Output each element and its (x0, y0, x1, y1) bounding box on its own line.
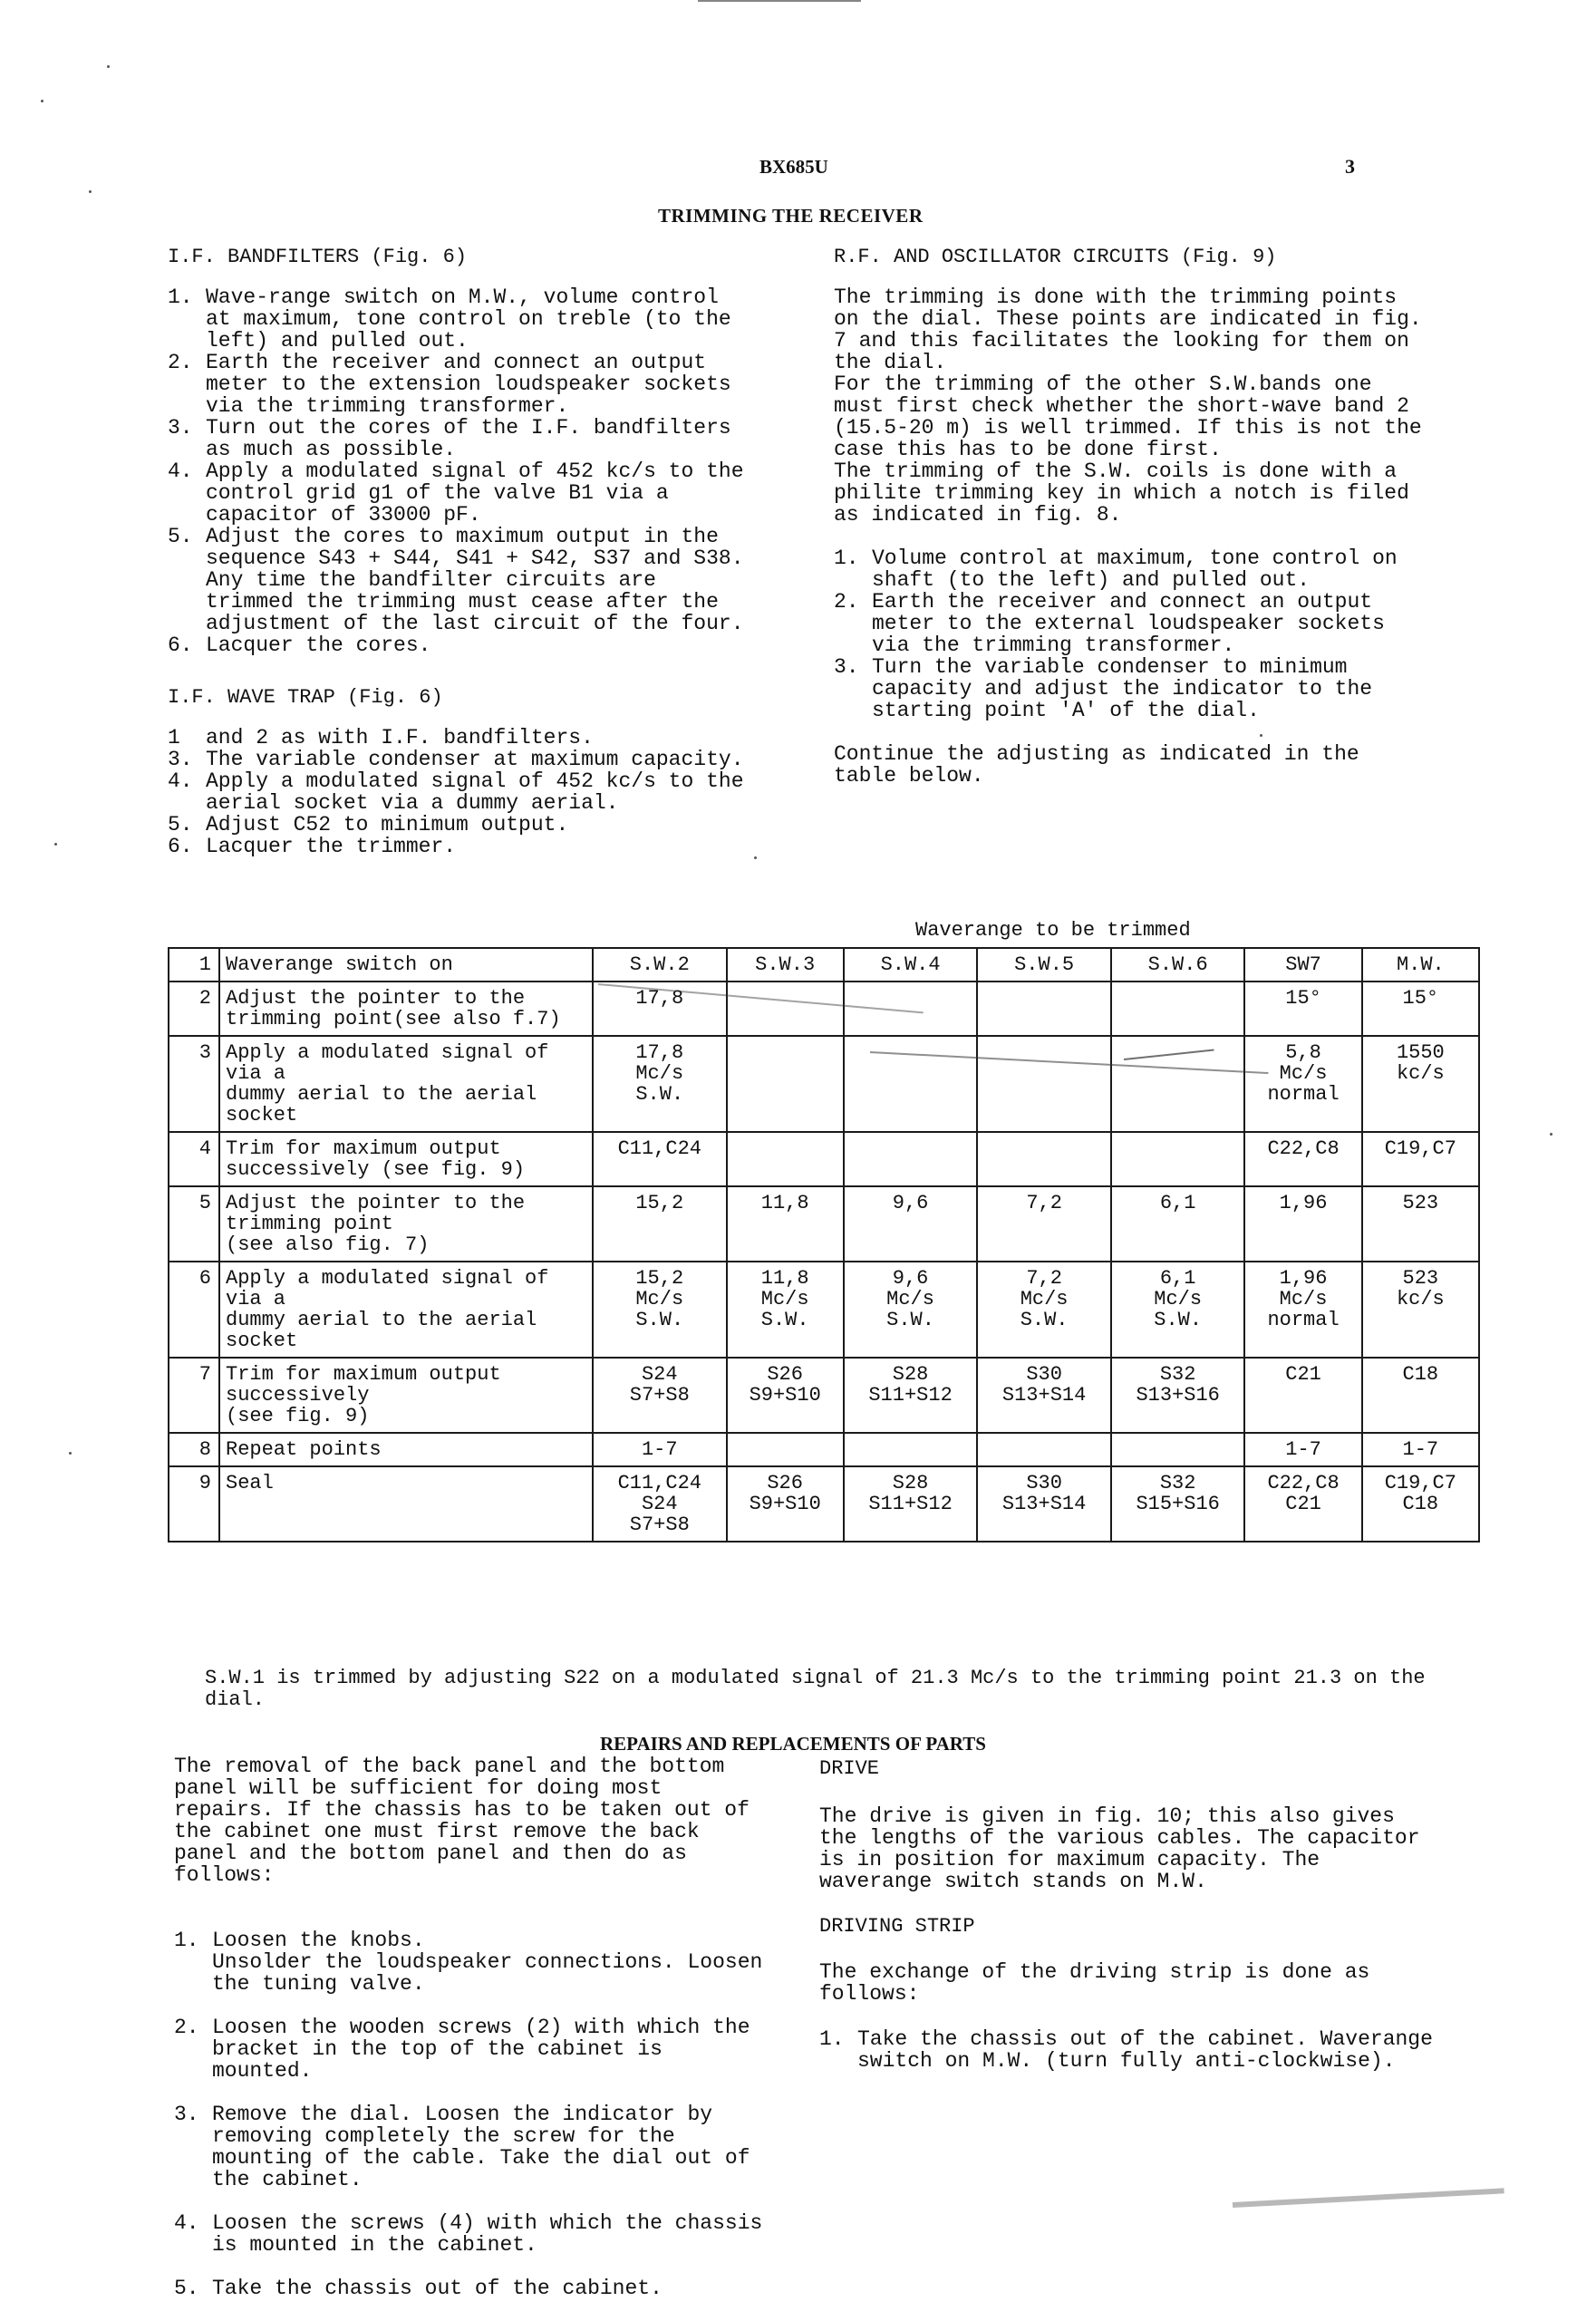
table-cell: 15,2 Mc/s S.W. (593, 1262, 727, 1358)
if-wavetrap-section (168, 687, 748, 857)
list-item: 3. Remove the dial. Loosen the indicator by removing completely the screw for the mounting of the cable. Take the dial out of the cabinet. (174, 2103, 750, 2191)
table-cell: 1,96 (1244, 1186, 1361, 1262)
list-item: 5. Adjust C52 to minimum output. (168, 813, 569, 837)
repairs-steps (174, 1908, 772, 2321)
table-cell (727, 1433, 844, 1466)
table-row (169, 1262, 1479, 1358)
scan-speck (54, 843, 57, 846)
list-item: 1. Wave-range switch on M.W., volume control at maximum, tone control on treble (to the left) and pulled out. (168, 285, 731, 353)
table-cell: S.W.4 (844, 948, 978, 982)
row-number: 2 (169, 982, 219, 1036)
rf-osc-continue: Continue the adjusting as indicated in the table below. (834, 742, 1359, 788)
list-item: 4. Apply a modulated signal of 452 kc/s to the control grid g1 of the valve B1 via a capacitor of 33000 pF. (168, 459, 744, 527)
table-cell: SW7 (1244, 948, 1361, 982)
table-cell: S32 S15+S16 (1111, 1466, 1245, 1542)
table-cell: C21 (1244, 1358, 1361, 1433)
drive-heading: DRIVE (819, 1757, 880, 1780)
driving-strip-text: The exchange of the driving strip is done as follows: (819, 1960, 1370, 2006)
row-action: Trim for maximum output successively (see fig. 9) (219, 1132, 593, 1186)
table-cell (844, 1132, 978, 1186)
driving-strip-heading: DRIVING STRIP (819, 1915, 975, 1938)
table-cell (727, 1132, 844, 1186)
table-cell: C19,C7 C18 (1362, 1466, 1479, 1542)
row-action: Apply a modulated signal of via a dummy aerial to the aerial socket (219, 1262, 593, 1358)
table-cell: 17,8 (593, 982, 727, 1036)
if-bandfilters-steps (168, 286, 748, 656)
row-number: 9 (169, 1466, 219, 1542)
table-cell (1111, 982, 1245, 1036)
drive-text: The drive is given in fig. 10; this also gives the lengths of the various cables. The capacitor is in position for maximum capacity. The waverange switch stands on M.W. (819, 1804, 1420, 1893)
if-bandfilters-section (168, 247, 748, 656)
table-cell: S.W.3 (727, 948, 844, 982)
table-cell: 7,2 (977, 1186, 1111, 1262)
table-cell: S28 S11+S12 (844, 1466, 978, 1542)
rf-osc-section (834, 247, 1432, 787)
list-item: 1. Loosen the knobs. Unsolder the loudspeaker connections. Loosen the tuning valve. (174, 1929, 763, 1996)
repairs-intro: The removal of the back panel and the bottom panel will be sufficient for doing most repairs. If the chassis has to be taken out of the cabinet one must first remove the back panel and the bottom panel and then do as follows: (174, 1755, 750, 1887)
list-item: 2. Earth the receiver and connect an output meter to the extension loudspeaker sockets via the trimming transformer. (168, 351, 731, 418)
table-cell (1111, 1132, 1245, 1186)
table-row (169, 1358, 1479, 1433)
table-cell: S.W.6 (1111, 948, 1245, 982)
list-item: 1 and 2 as with I.F. bandfilters. (168, 726, 594, 749)
table-cell: 1-7 (1362, 1433, 1479, 1466)
table-cell: 1550 kc/s (1362, 1036, 1479, 1132)
list-item: 6. Lacquer the trimmer. (168, 835, 457, 858)
scan-speck (41, 100, 44, 102)
table-cell: M.W. (1362, 948, 1479, 982)
row-number: 7 (169, 1358, 219, 1433)
scan-speck (69, 1452, 72, 1455)
model-number: BX685U (759, 156, 828, 178)
table-cell: C11,C24 (593, 1132, 727, 1186)
list-item: 5. Adjust the cores to maximum output in the sequence S43 + S44, S41 + S42, S37 and S38. Any time the bandfilter circuits are trimmed the trimming must cease after the adjustment of the last circuit of the four. (168, 525, 744, 635)
row-action: Apply a modulated signal of via a dummy aerial to the aerial socket (219, 1036, 593, 1132)
if-wavetrap-heading: I.F. WAVE TRAP (Fig. 6) (168, 686, 443, 709)
table-cell: S30 S13+S14 (977, 1466, 1111, 1542)
row-action: Waverange switch on (219, 948, 593, 982)
table-cell: 11,8 Mc/s S.W. (727, 1262, 844, 1358)
table-cell: 7,2 Mc/s S.W. (977, 1262, 1111, 1358)
table-cell (977, 1433, 1111, 1466)
driving-strip-steps (819, 2028, 1436, 2072)
scan-artifact (698, 0, 861, 2)
row-action: Seal (219, 1466, 593, 1542)
table-cell (977, 1132, 1111, 1186)
table-cell: S24 S7+S8 (593, 1358, 727, 1433)
table-cell (727, 1036, 844, 1132)
table-cell: C18 (1362, 1358, 1479, 1433)
table-cell: 1-7 (1244, 1433, 1361, 1466)
row-action: Trim for maximum output successively (see fig. 9) (219, 1358, 593, 1433)
table-cell: 1-7 (593, 1433, 727, 1466)
table-cell: 6,1 (1111, 1186, 1245, 1262)
table-cell: S26 S9+S10 (727, 1358, 844, 1433)
page-title: TRIMMING THE RECEIVER (658, 205, 924, 227)
table-row (169, 1433, 1479, 1466)
table-row (169, 1132, 1479, 1186)
list-item: 3. The variable condenser at maximum capacity. (168, 748, 744, 771)
table-row (169, 982, 1479, 1036)
list-item: 6. Lacquer the cores. (168, 633, 431, 657)
table-cell: 9,6 Mc/s S.W. (844, 1262, 978, 1358)
table-cell (844, 1036, 978, 1132)
table-cell: S28 S11+S12 (844, 1358, 978, 1433)
table-cell: 9,6 (844, 1186, 978, 1262)
trimming-table (168, 947, 1480, 1542)
list-item: 3. Turn out the cores of the I.F. bandfilters as much as possible. (168, 416, 731, 461)
repairs-left (174, 1755, 772, 2321)
rf-osc-intro-1: The trimming is done with the trimming points on the dial. These points are indicated in fig. 7 and this facilitates the looking for them on the dial. (834, 285, 1422, 374)
table-cell: 17,8 Mc/s S.W. (593, 1036, 727, 1132)
row-action: Repeat points (219, 1433, 593, 1466)
scan-speck (89, 190, 92, 193)
sw1-note: S.W.1 is trimmed by adjusting S22 on a modulated signal of 21.3 Mc/s to the trimming point 21.3 on the dial. (205, 1667, 1426, 1711)
table-row (169, 948, 1479, 982)
list-item: 1. Volume control at maximum, tone control on shaft (to the left) and pulled out. (834, 546, 1398, 592)
table-cell: S.W.2 (593, 948, 727, 982)
table-cell (977, 1036, 1111, 1132)
table-cell: 15° (1244, 982, 1361, 1036)
row-action: Adjust the pointer to the trimming point(see also f.7) (219, 982, 593, 1036)
table-cell: 523 kc/s (1362, 1262, 1479, 1358)
list-item: 2. Earth the receiver and connect an output meter to the external loudspeaker sockets via the trimming transformer. (834, 590, 1385, 657)
table-cell: C22,C8 (1244, 1132, 1361, 1186)
scan-speck (1260, 734, 1262, 737)
list-item: 4. Loosen the screws (4) with which the chassis is mounted in the cabinet. (174, 2211, 763, 2257)
page-number: 3 (1345, 155, 1355, 178)
table-cell (977, 982, 1111, 1036)
list-item: 5. Take the chassis out of the cabinet. (174, 2277, 663, 2300)
table-cell: 523 (1362, 1186, 1479, 1262)
table-cell: C11,C24 S24 S7+S8 (593, 1466, 727, 1542)
rf-osc-intro-2: For the trimming of the other S.W.bands one must first check whether the short-wave band 2 (15.5-20 m) is well trimmed. If this is not the case this has to be done first. (834, 372, 1422, 461)
table-cell: 6,1 Mc/s S.W. (1111, 1262, 1245, 1358)
scan-speck (1550, 1133, 1552, 1136)
table-cell: 5,8 Mc/s normal (1244, 1036, 1361, 1132)
row-action: Adjust the pointer to the trimming point (see also fig. 7) (219, 1186, 593, 1262)
table-cell: 15° (1362, 982, 1479, 1036)
scan-artifact (1233, 2188, 1504, 2208)
list-item: 3. Turn the variable condenser to minimum capacity and adjust the indicator to the starting point 'A' of the dial. (834, 655, 1373, 722)
table-cell (727, 982, 844, 1036)
row-number: 3 (169, 1036, 219, 1132)
list-item: 4. Apply a modulated signal of 452 kc/s to the aerial socket via a dummy aerial. (168, 769, 744, 815)
rf-osc-intro-3: The trimming of the S.W. coils is done with a philite trimming key in which a notch is filed as indicated in fig. 8. (834, 459, 1409, 527)
rf-osc-heading: R.F. AND OSCILLATOR CIRCUITS (Fig. 9) (834, 246, 1277, 268)
if-wavetrap-steps (168, 727, 748, 857)
row-number: 8 (169, 1433, 219, 1466)
list-item: 1. Take the chassis out of the cabinet. Waverange switch on M.W. (turn fully anti-clockwise). (819, 2027, 1433, 2073)
row-number: 5 (169, 1186, 219, 1262)
table-row (169, 1036, 1479, 1132)
table-cell: 11,8 (727, 1186, 844, 1262)
table-cell (844, 1433, 978, 1466)
table-cell (1111, 1433, 1245, 1466)
table-cell (1111, 1036, 1245, 1132)
if-bandfilters-heading: I.F. BANDFILTERS (Fig. 6) (168, 246, 468, 268)
scan-speck (754, 856, 757, 859)
table-cell (844, 982, 978, 1036)
repairs-title: REPAIRS AND REPLACEMENTS OF PARTS (600, 1733, 986, 1755)
table-cell: 1,96 Mc/s normal (1244, 1262, 1361, 1358)
table-cell: C19,C7 (1362, 1132, 1479, 1186)
list-item: 2. Loosen the wooden screws (2) with which the bracket in the top of the cabinet is mounted. (174, 2016, 750, 2083)
table-caption: Waverange to be trimmed (915, 919, 1191, 942)
table-row (169, 1186, 1479, 1262)
scan-speck (107, 65, 110, 68)
table-row (169, 1466, 1479, 1542)
table-cell: 15,2 (593, 1186, 727, 1262)
rf-osc-steps (834, 547, 1432, 721)
row-number: 6 (169, 1262, 219, 1358)
table-cell: S30 S13+S14 (977, 1358, 1111, 1433)
table-cell: S.W.5 (977, 948, 1111, 982)
row-number: 1 (169, 948, 219, 982)
table-cell: S26 S9+S10 (727, 1466, 844, 1542)
repairs-right (819, 1758, 1436, 2072)
row-number: 4 (169, 1132, 219, 1186)
table-cell: C22,C8 C21 (1244, 1466, 1361, 1542)
table-cell: S32 S13+S16 (1111, 1358, 1245, 1433)
